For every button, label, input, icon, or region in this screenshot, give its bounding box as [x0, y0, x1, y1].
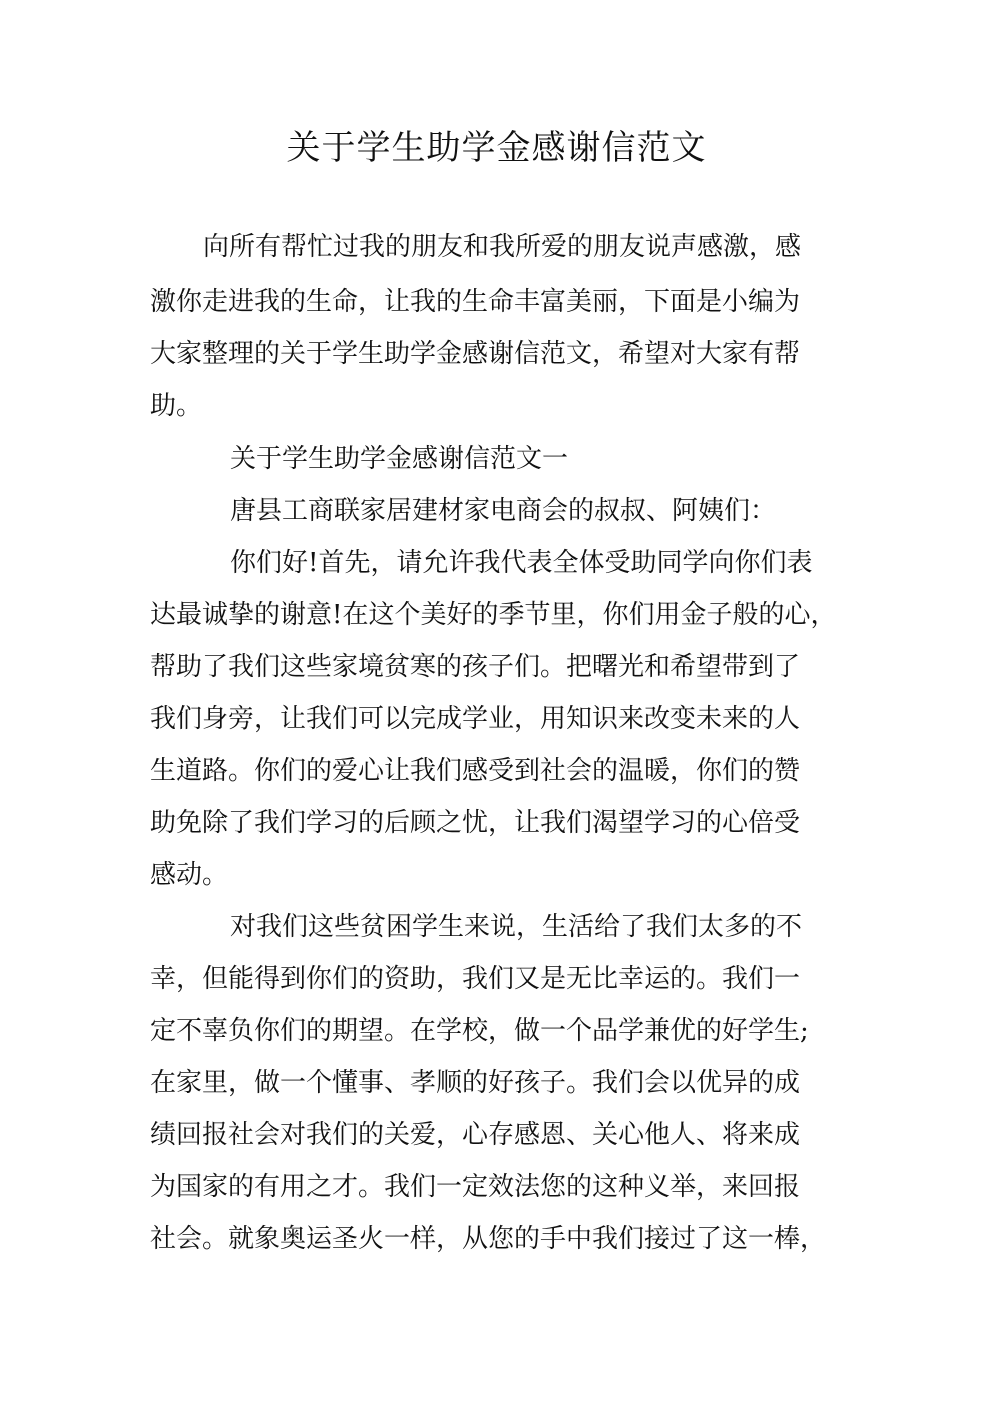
text-line: 大家整理的关于学生助学金感谢信范文，希望对大家有帮 [150, 339, 801, 369]
text-line: 我们身旁，让我们可以完成学业，用知识来改变未来的人 [150, 704, 801, 734]
document-title: 关于学生助学金感谢信范文 [286, 128, 707, 168]
text-line: 达最诚挚的谢意!在这个美好的季节里，你们用金子般的心， [150, 600, 837, 630]
text-line: 生道路。你们的爱心让我们感受到社会的温暖，你们的赞 [150, 756, 801, 786]
text-line: 帮助了我们这些家境贫寒的孩子们。把曙光和希望带到了 [150, 652, 801, 682]
text-line: 助。 [150, 391, 203, 421]
text-line: 社会。就象奥运圣火一样，从您的手中我们接过了这一棒， [150, 1224, 827, 1254]
text-line: 你们好!首先，请允许我代表全体受助同学向你们表 [230, 548, 813, 578]
text-line: 绩回报社会对我们的关爱，心存感恩、关心他人、将来成 [150, 1120, 801, 1150]
text-line: 定不辜负你们的期望。在学校，做一个品学兼优的好学生; [150, 1016, 809, 1046]
salutation: 唐县工商联家居建材家电商会的叔叔、阿姨们： [230, 496, 777, 526]
section-heading: 关于学生助学金感谢信范文一 [230, 444, 569, 474]
text-line: 为国家的有用之才。我们一定效法您的这种义举，来回报 [150, 1172, 801, 1202]
text-line: 对我们这些贫困学生来说，生活给了我们太多的不 [230, 912, 803, 942]
text-line: 向所有帮忙过我的朋友和我所爱的朋友说声感激，感 [203, 232, 802, 262]
text-line: 激你走进我的生命，让我的生命丰富美丽，下面是小编为 [150, 287, 801, 317]
text-line: 助免除了我们学习的后顾之忧，让我们渴望学习的心倍受 [150, 808, 801, 838]
text-line: 在家里，做一个懂事、孝顺的好孩子。我们会以优异的成 [150, 1068, 801, 1098]
text-line: 幸，但能得到你们的资助，我们又是无比幸运的。我们一 [150, 964, 801, 994]
text-line: 感动。 [150, 860, 229, 890]
